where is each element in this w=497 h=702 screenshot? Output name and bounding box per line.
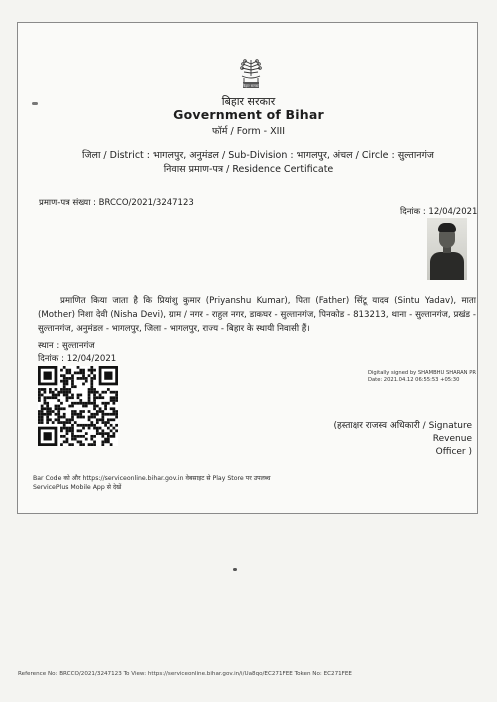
note-line-2: ServicePlus Mobile App से देखें: [33, 484, 122, 491]
signature-block: [292, 420, 472, 459]
note-line-1: Bar Code को और https://serviceonline.bihar.gov.in वेबसाइट से Play Store पर उपलब्ध: [33, 475, 271, 482]
footer-reference: Reference No: BRCCO/2021/3247123 To View: https://serviceonline.bihar.gov.in/i/Ua8qo/EC271FEE Token No: EC271FEE: [18, 671, 352, 677]
govt-title: Government of Bihar: [173, 107, 324, 122]
qr-code: [38, 366, 118, 446]
verification-note: [33, 474, 271, 492]
district-line: जिला / District : भागलपुर, अनुमंडल / Sub-Division : भागलपुर, अंचल / Circle : सुल्तानगंज: [82, 150, 434, 161]
certificate-title: निवास प्रमाण-पत्र / Residence Certificate: [163, 164, 334, 175]
emblem-label: बिहार सरकार: [242, 83, 260, 88]
signature-label: (हस्ताक्षर राजस्व अधिकारी / Signature Revenue: [333, 421, 472, 444]
digital-signature-name: Digitally signed by SHAMBHU SHARAN PR: [368, 370, 476, 376]
certificate-body: प्रमाणित किया जाता है कि प्रियांशु कुमार (Priyanshu Kumar), पिता (Father) सिंटू यादव (Sintu Yadav), माता (Mother) निशा देवी (Nisha Devi), ग्राम / नगर - राहुल नगर, डाकघर - सुल्तानगंज, पिनकोड - 813213, थाना - सुल्तानगंज, प्रखंड - सुल्तानगंज, अनुमंडल - भागलपुर, जिला - भागलपुर, राज्य - बिहार के स्थायी निवासी हैं।: [38, 296, 476, 334]
govt-hindi-title: बिहार सरकार: [221, 95, 276, 108]
scan-speck: [233, 568, 237, 571]
digital-signature: [368, 370, 476, 384]
bihar-emblem-icon: [238, 58, 264, 92]
form-number: फॉर्म / Form - XIII: [211, 126, 286, 137]
digital-signature-date: Date: 2021.04.12 06:55:53 +05:30: [368, 377, 460, 383]
issue-date-line: दिनांक : 12/04/2021: [38, 354, 117, 364]
certificate-date: दिनांक : 12/04/2021: [400, 207, 478, 217]
applicant-photo: [427, 218, 467, 280]
place-line: स्थान : सुल्तानगंज: [38, 341, 95, 351]
signature-label-cont: Officer ): [435, 447, 472, 457]
certificate-number: प्रमाण-पत्र संख्या : BRCCO/2021/3247123: [39, 198, 194, 208]
